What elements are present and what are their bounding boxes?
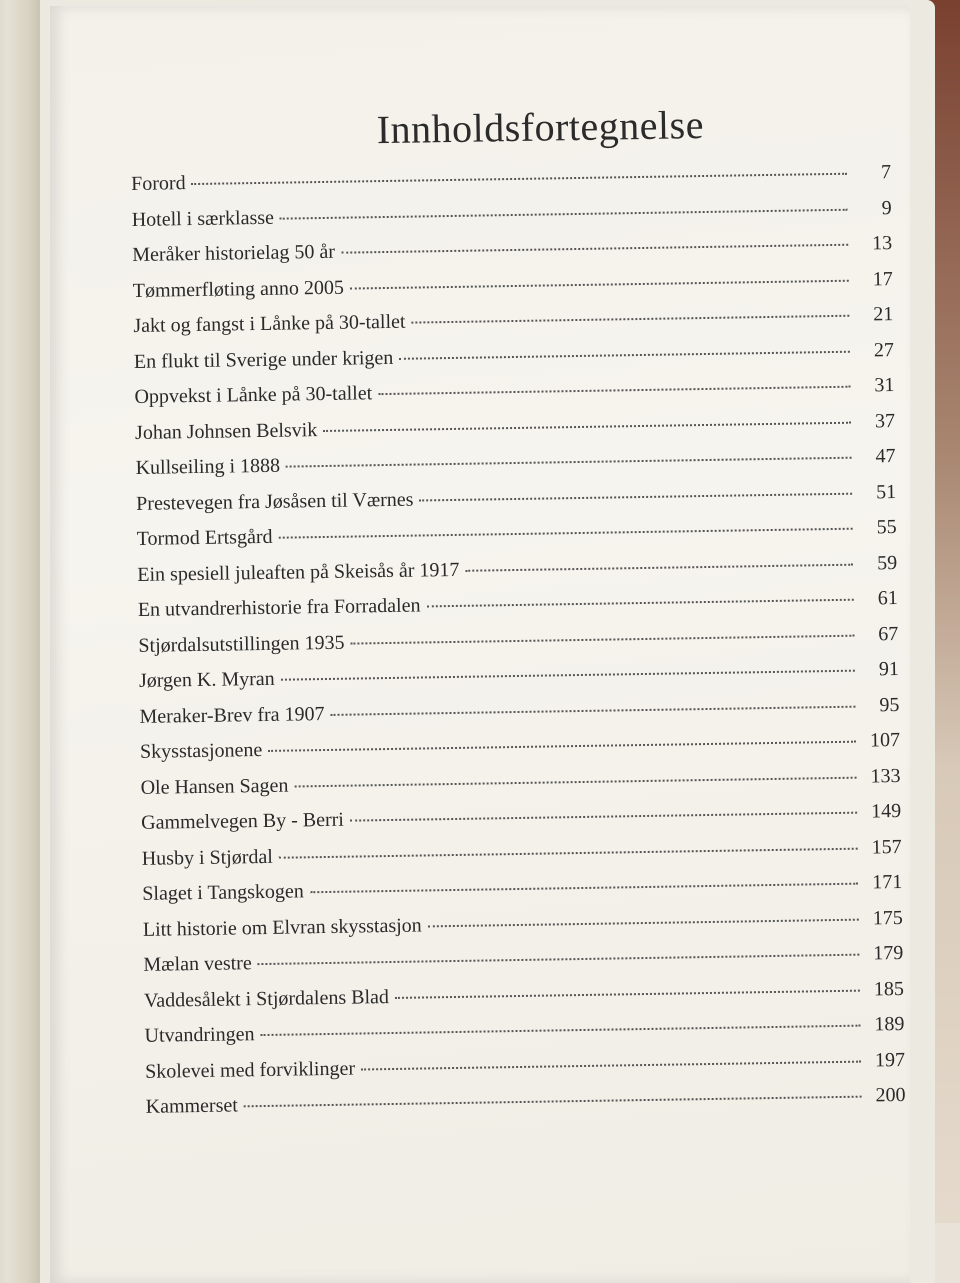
toc-entry-label: Jakt og fangst i Lånke på 30-tallet — [133, 310, 406, 337]
toc-leader-dots — [426, 599, 853, 608]
toc-entry-label: Meråker historielag 50 år — [132, 240, 336, 266]
book-spine — [0, 0, 40, 1283]
toc-entry-page: 185 — [873, 977, 905, 1000]
toc-leader-dots — [351, 634, 855, 644]
toc-leader-dots — [323, 421, 851, 431]
toc-entry-page: 21 — [873, 303, 894, 326]
table-of-contents — [130, 98, 906, 1125]
toc-entry-label: Kullseiling i 1888 — [135, 454, 281, 479]
toc-leader-dots — [399, 350, 850, 359]
toc-entry-label: En utvandrerhistorie fra Forradalen — [137, 594, 421, 621]
toc-entry-label: Forord — [130, 172, 186, 195]
toc-leader-dots — [244, 1096, 862, 1108]
toc-entry-label: Johan Johnsen Belsvik — [134, 418, 318, 444]
toc-entry-label: Husby i Stjørdal — [141, 845, 274, 870]
toc-list — [131, 155, 906, 1125]
toc-entry-page: 200 — [875, 1083, 906, 1107]
toc-entry-label: Utvandringen — [144, 1023, 255, 1047]
toc-entry-page: 51 — [875, 480, 897, 503]
toc-leader-dots — [279, 847, 858, 858]
toc-leader-dots — [268, 741, 856, 752]
toc-entry-label: Ein spesiell juleaften på Skeisås år 1917 — [137, 558, 460, 586]
toc-entry-label: Vaddesålekt i Stjørdalens Blad — [143, 985, 390, 1012]
toc-leader-dots — [280, 208, 848, 219]
toc-entry-label: Mælan vestre — [143, 952, 252, 976]
toc-leader-dots — [395, 989, 860, 998]
toc-entry-page: 67 — [878, 622, 899, 645]
toc-entry-label: Prestevegen fra Jøsåsen til Værnes — [136, 488, 414, 515]
toc-entry-page: 133 — [870, 764, 901, 787]
toc-leader-dots — [350, 812, 857, 822]
toc-entry-label: Hotell i særklasse — [131, 206, 275, 231]
toc-leader-dots — [361, 1060, 861, 1070]
toc-entry-page: 157 — [871, 835, 902, 858]
toc-entry-label: Kammerset — [145, 1094, 239, 1118]
toc-entry-page: 149 — [870, 799, 902, 823]
toc-entry-page: 179 — [873, 941, 904, 965]
toc-leader-dots — [419, 492, 852, 501]
toc-leader-dots — [279, 528, 853, 539]
toc-leader-dots — [261, 1025, 861, 1036]
toc-entry-page: 17 — [872, 267, 893, 290]
toc-entry-page: 9 — [881, 196, 892, 219]
toc-entry-page: 55 — [876, 516, 897, 539]
toc-entry-page: 61 — [877, 587, 898, 610]
toc-entry-label: Tormod Ertsgård — [136, 525, 273, 550]
toc-title: Innholdsfortegnelse — [376, 101, 705, 153]
toc-entry-label: Jørgen K. Myran — [138, 667, 275, 692]
toc-entry-label: Slaget i Tangskogen — [142, 880, 305, 905]
toc-entry-label: Skysstasjonene — [139, 739, 263, 763]
toc-entry-label: Oppvekst i Lånke på 30-tallet — [134, 382, 373, 408]
toc-entry-page: 189 — [874, 1012, 905, 1036]
toc-leader-dots — [192, 173, 847, 185]
toc-entry-page: 171 — [872, 870, 903, 894]
toc-leader-dots — [411, 315, 849, 324]
toc-entry-page: 59 — [877, 551, 898, 574]
toc-entry-label: Tømmerfløting anno 2005 — [132, 276, 345, 302]
toc-entry-page: 13 — [872, 232, 893, 255]
toc-leader-dots — [341, 244, 848, 254]
toc-leader-dots — [350, 279, 849, 289]
toc-leader-dots — [294, 776, 856, 787]
toc-entry-page: 7 — [880, 161, 892, 184]
toc-entry-label: Stjørdalsutstillingen 1935 — [138, 631, 345, 657]
toc-leader-dots — [258, 954, 860, 965]
toc-leader-dots — [310, 883, 858, 894]
toc-entry-page: 27 — [873, 338, 895, 361]
toc-leader-dots — [331, 705, 856, 715]
toc-leader-dots — [378, 386, 850, 395]
toc-entry-label: Ole Hansen Sagen — [140, 774, 289, 799]
toc-entry-label: Skolevei med forviklinger — [144, 1057, 356, 1083]
toc-leader-dots — [281, 670, 855, 681]
toc-entry-label: Litt historie om Elvran skysstasjon — [142, 914, 422, 941]
toc-entry-page: 95 — [879, 693, 900, 716]
toc-entry-label: Meraker-Brev fra 1907 — [139, 702, 325, 728]
toc-leader-dots — [286, 457, 852, 468]
toc-entry-page: 107 — [869, 728, 901, 752]
toc-entry-label: En flukt til Sverige under krigen — [133, 346, 394, 373]
toc-entry-page: 31 — [874, 374, 895, 397]
toc-leader-dots — [465, 563, 853, 571]
toc-entry-page: 175 — [872, 906, 903, 929]
toc-entry-page: 47 — [875, 445, 896, 468]
toc-entry-page: 37 — [874, 409, 896, 432]
toc-entry-label: Gammelvegen By - Berri — [141, 808, 345, 834]
toc-entry-page: 91 — [878, 657, 900, 681]
toc-entry-page: 197 — [874, 1048, 906, 1071]
toc-leader-dots — [428, 918, 859, 927]
